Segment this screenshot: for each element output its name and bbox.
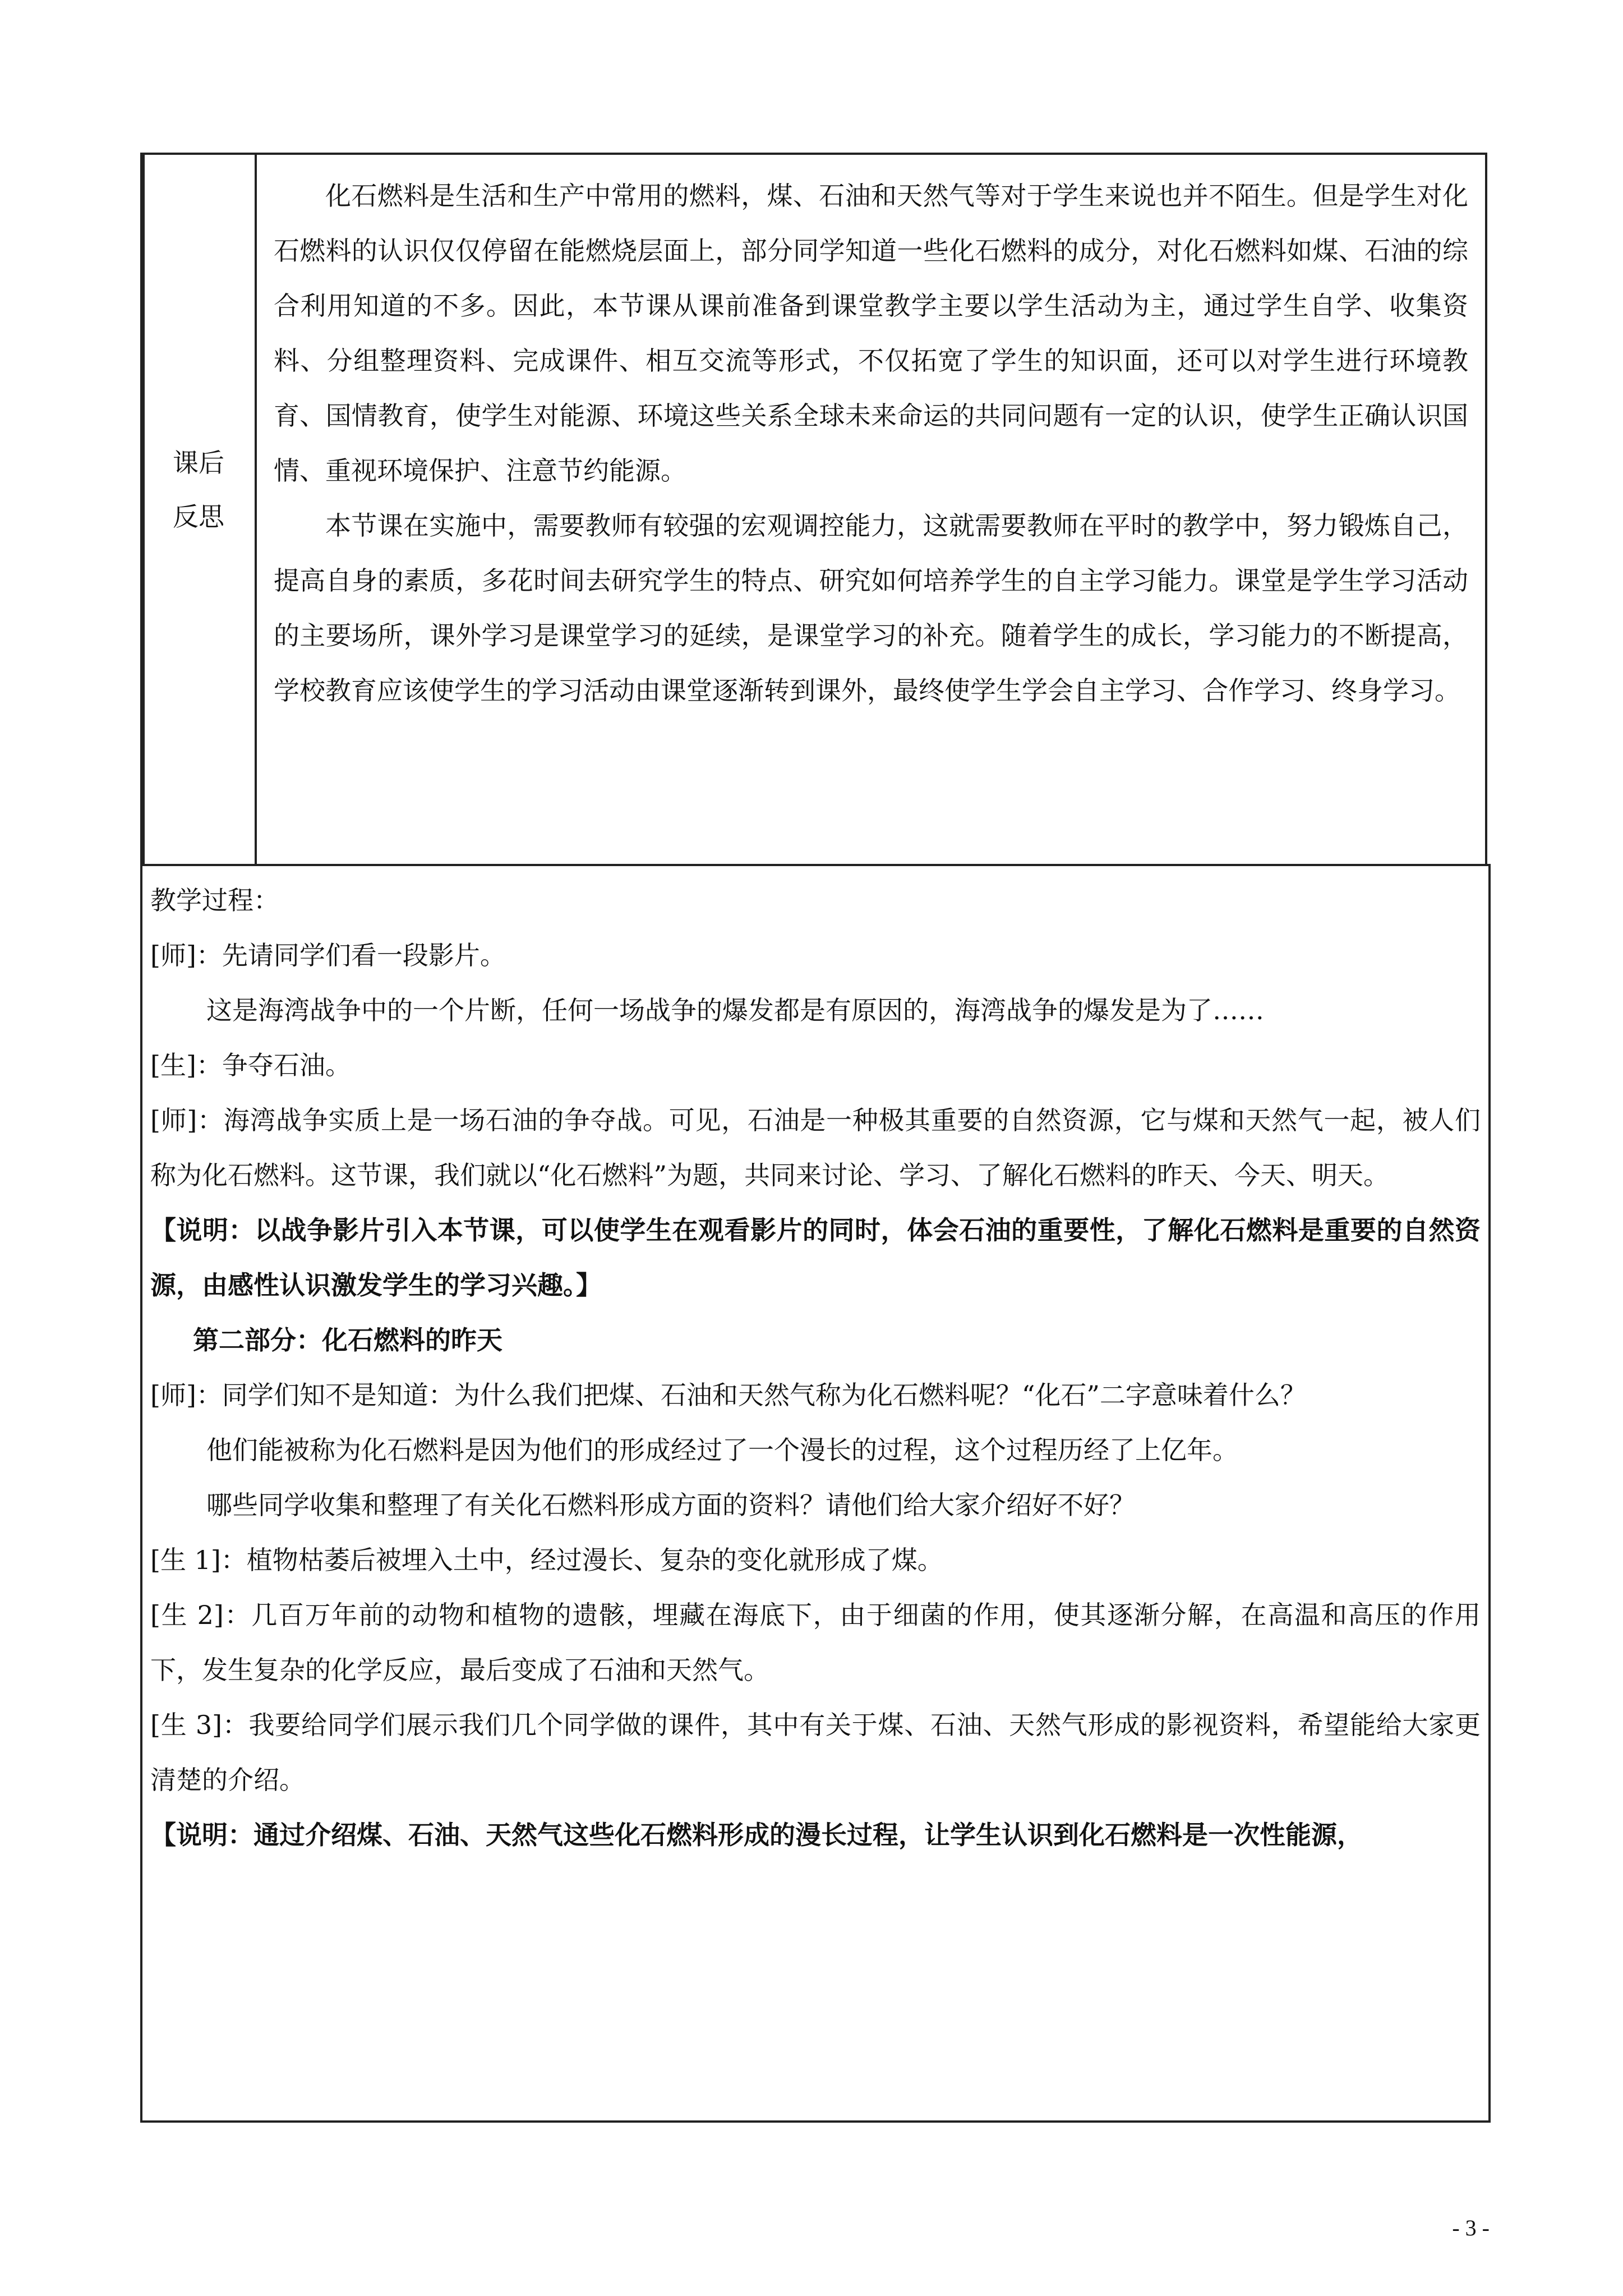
teacher-narration: 哪些同学收集和整理了有关化石燃料形成方面的资料？请他们给大家介绍好不好？ [206, 1490, 1135, 1520]
explanation-note: 【说明：通过介绍煤、石油、天然气这些化石燃料形成的漫长过程，让学生认识到化石燃料是一次性能源， [150, 1820, 1363, 1850]
reflection-label-cell [142, 155, 257, 864]
student-line: [生]：争夺石油。 [150, 1050, 351, 1080]
student-line: [生 1]：植物枯萎后被埋入土中，经过漫长、复杂的变化就形成了煤。 [150, 1545, 943, 1575]
reflection-paragraph: 本节课在实施中，需要教师有较强的宏观调控能力，这就需要教师在平时的教学中，努力锻炼自己，提高自身的素质，多花时间去研究学生的特点、研究如何培养学生的自主学习能力。课堂是学生学习活动的主要场所，课外学习是课堂学习的延续，是课堂学习的补充。随着学生的成长，学习能力的不断提高，学校教育应该使学生的学习活动由课堂逐渐转到课外，最终使学生学会自主学习、合作学习、终身学习。 [274, 510, 1468, 706]
teaching-process-box [140, 864, 1491, 2123]
reflection-label-line1: 课后 [173, 448, 224, 478]
student-line: [生 3]：我要给同学们展示我们几个同学做的课件，其中有关于煤、石油、天然气形成的影视资料，希望能给大家更清楚的介绍。 [150, 1710, 1481, 1795]
explanation-note: 【说明：以战争影片引入本节课，可以使学生在观看影片的同时，体会石油的重要性，了解化石燃料是重要的自然资源，由感性认识激发学生的学习兴趣。】 [150, 1215, 1481, 1300]
reflection-table [140, 153, 1487, 864]
reflection-label-line2: 反思 [173, 501, 224, 532]
process-heading: 教学过程： [150, 885, 279, 915]
teacher-line: [师]：先请同学们看一段影片。 [150, 940, 506, 970]
teacher-narration: 这是海湾战争中的一个片断，任何一场战争的爆发都是有原因的，海湾战争的爆发是为了…… [206, 995, 1264, 1025]
page-number: - 3 - [1452, 2215, 1490, 2240]
student-line: [生 2]：几百万年前的动物和植物的遗骸，埋藏在海底下，由于细菌的作用，使其逐渐分解，在高温和高压的作用下，发生复杂的化学反应，最后变成了石油和天然气。 [150, 1600, 1481, 1685]
teacher-line: [师]：同学们知不是知道：为什么我们把煤、石油和天然气称为化石燃料呢？“化石”二字意味着什么？ [150, 1380, 1306, 1410]
teacher-line: [师]：海湾战争实质上是一场石油的争夺战。可见，石油是一种极其重要的自然资源，它与煤和天然气一起，被人们称为化石燃料。这节课，我们就以“化石燃料”为题，共同来讨论、学习、了解化石燃料的昨天、今天、明天。 [150, 1105, 1481, 1190]
section-heading: 第二部分：化石燃料的昨天 [193, 1325, 502, 1355]
reflection-content-cell [257, 155, 1485, 864]
teacher-narration: 他们能被称为化石燃料是因为他们的形成经过了一个漫长的过程，这个过程历经了上亿年。 [206, 1435, 1238, 1465]
reflection-paragraph: 化石燃料是生活和生产中常用的燃料，煤、石油和天然气等对于学生来说也并不陌生。但是学生对化石燃料的认识仅仅停留在能燃烧层面上，部分同学知道一些化石燃料的成分，对化石燃料如煤、石油的综合利用知道的不多。因此，本节课从课前准备到课堂教学主要以学生活动为主，通过学生自学、收集资料、分组整理资料、完成课件、相互交流等形式，不仅拓宽了学生的知识面，还可以对学生进行环境教育、国情教育，使学生对能源、环境这些关系全球未来命运的共同问题有一定的认识，使学生正确认识国情、重视环境保护、注意节约能源。 [274, 181, 1468, 486]
